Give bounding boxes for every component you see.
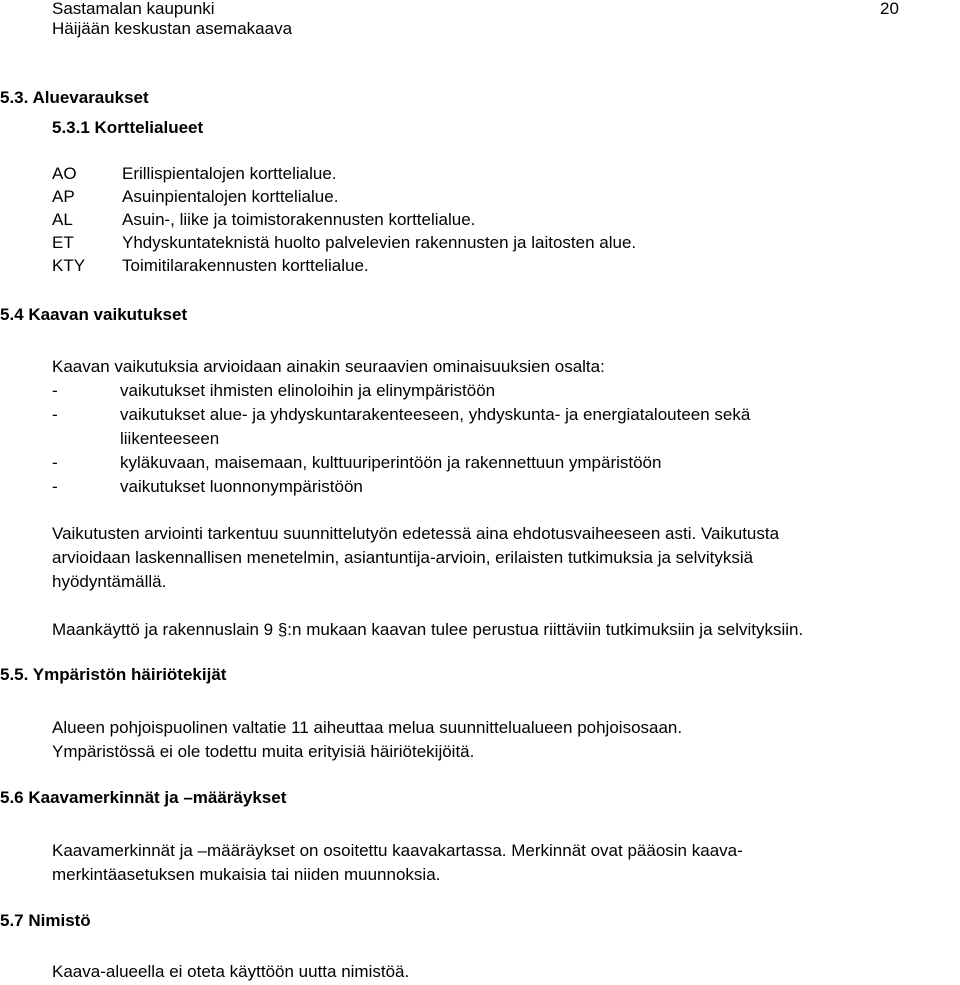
zone-code: KTY: [52, 256, 86, 275]
list-item-continuation: liikenteeseen: [120, 429, 220, 448]
zone-code: AP: [52, 187, 75, 206]
header-plan-name: Häijään keskustan asemakaava: [52, 19, 293, 38]
paragraph-line: hyödyntämällä.: [52, 572, 167, 591]
paragraph-line: Maankäyttö ja rakennuslain 9 §:n mukaan kaavan tulee perustua riittäviin tutkimuksiin ja selvityksiin.: [52, 620, 804, 639]
paragraph-line: Vaikutusten arviointi tarkentuu suunnittelutyön edetessä aina ehdotusvaiheeseen asti. Vaikutusta: [52, 524, 780, 543]
list-item: vaikutukset ihmisten elinoloihin ja elinympäristöön: [120, 381, 496, 400]
page-number: 20: [880, 0, 899, 18]
paragraph-line: arvioidaan laskennallisen menetelmin, asiantuntija-arvioin, erilaisten tutkimuksia ja selvityksiä: [52, 548, 754, 567]
heading-5-7: 5.7 Nimistö: [0, 911, 91, 930]
heading-5-6: 5.6 Kaavamerkinnät ja –määräykset: [0, 788, 287, 807]
list-item: vaikutukset luonnonympäristöön: [120, 477, 363, 496]
list-item: vaikutukset alue- ja yhdyskuntarakenteeseen, yhdyskunta- ja energiatalouteen sekä: [120, 405, 751, 424]
bullet-marker: -: [52, 381, 58, 400]
zone-description: Erillispientalojen korttelialue.: [122, 164, 337, 183]
zone-description: Asuin-, liike ja toimistorakennusten korttelialue.: [122, 210, 476, 229]
zone-code: AL: [52, 210, 73, 229]
header-municipality: Sastamalan kaupunki: [52, 0, 215, 18]
paragraph-line: Ympäristössä ei ole todettu muita erityisiä häiriötekijöitä.: [52, 742, 475, 761]
heading-5-5: 5.5. Ympäristön häiriötekijät: [0, 665, 227, 684]
zone-description: Asuinpientalojen korttelialue.: [122, 187, 339, 206]
paragraph-line: merkintäasetuksen mukaisia tai niiden muunnoksia.: [52, 865, 441, 884]
paragraph-line: Kaavamerkinnät ja –määräykset on osoitettu kaavakartassa. Merkinnät ovat pääosin kaava-: [52, 841, 743, 860]
heading-5-4: 5.4 Kaavan vaikutukset: [0, 305, 188, 324]
zone-code: ET: [52, 233, 74, 252]
paragraph-line: Kaava-alueella ei oteta käyttöön uutta nimistöä.: [52, 962, 410, 981]
zone-description: Toimitilarakennusten korttelialue.: [122, 256, 369, 275]
bullet-marker: -: [52, 453, 58, 472]
bullet-marker: -: [52, 405, 58, 424]
paragraph-line: Alueen pohjoispuolinen valtatie 11 aiheuttaa melua suunnittelualueen pohjoisosaan.: [52, 718, 683, 737]
bullet-marker: -: [52, 477, 58, 496]
heading-5-3-1: 5.3.1 Korttelialueet: [52, 118, 204, 137]
impacts-intro: Kaavan vaikutuksia arvioidaan ainakin seuraavien ominaisuuksien osalta:: [52, 357, 605, 376]
list-item: kyläkuvaan, maisemaan, kulttuuriperintöön ja rakennettuun ympäristöön: [120, 453, 662, 472]
zone-code: AO: [52, 164, 77, 183]
heading-5-3: 5.3. Aluevaraukset: [0, 88, 149, 107]
zone-description: Yhdyskuntateknistä huolto palvelevien rakennusten ja laitosten alue.: [122, 233, 637, 252]
